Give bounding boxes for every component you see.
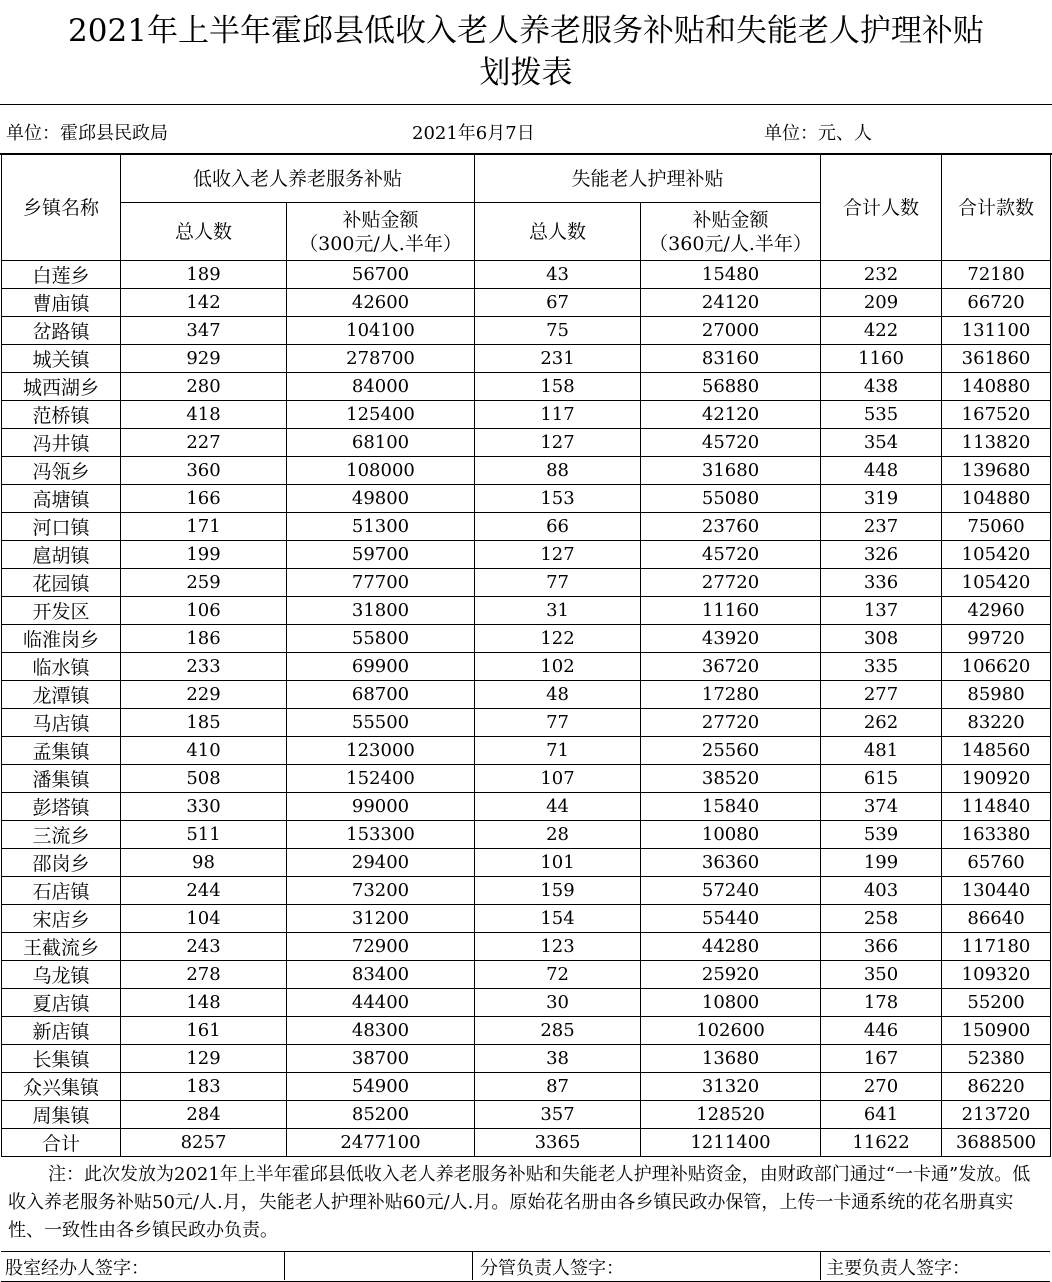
cell-total-people: 237 [821,513,942,541]
table-row [2,653,1051,681]
cell-township: 冯瓴乡 [2,457,121,485]
cell-total-people: 258 [821,905,942,933]
table-row [2,961,1051,989]
cell-people-2: 31 [475,597,641,625]
header-amount-1-line1: 补贴金额 [342,208,419,231]
cell-total-amount: 130440 [942,877,1051,905]
cell-township: 临水镇 [2,653,121,681]
cell-township: 长集镇 [2,1045,121,1073]
cell-township: 马店镇 [2,709,121,737]
cell-amount-2: 36360 [641,849,821,877]
cell-amount-1: 38700 [287,1045,475,1073]
cell-people-1: 330 [121,793,287,821]
cell-total-people: 336 [821,569,942,597]
cell-amount-1: 84000 [287,373,475,401]
header-people-2: 总人数 [475,203,641,261]
cell-people-2: 38 [475,1045,641,1073]
cell-people-2: 43 [475,261,641,289]
table-row [2,1101,1051,1129]
cell-people-1: 418 [121,401,287,429]
cell-people-1: 243 [121,933,287,961]
signature-row [1,1251,1050,1282]
cell-total-amount: 167520 [942,401,1051,429]
table-row [2,457,1051,485]
cell-amount-2: 13680 [641,1045,821,1073]
cell-total-amount: 163380 [942,821,1051,849]
cell-amount-2: 42120 [641,401,821,429]
cell-township: 乌龙镇 [2,961,121,989]
cell-amount-1: 55800 [287,625,475,653]
cell-amount-1: 152400 [287,765,475,793]
cell-people-1: 929 [121,345,287,373]
cell-total-people: 641 [821,1101,942,1129]
cell-amount-1: 69900 [287,653,475,681]
cell-total-people: 448 [821,457,942,485]
unit-org: 单位：霍邱县民政局 [6,123,168,144]
cell-amount-2: 27000 [641,317,821,345]
cell-township: 孟集镇 [2,737,121,765]
cell-total-people: 178 [821,989,942,1017]
cell-amount-1: 56700 [287,261,475,289]
cell-people-2: 122 [475,625,641,653]
cell-total-people: 199 [821,849,942,877]
cell-people-2: 107 [475,765,641,793]
cell-amount-2: 11160 [641,597,821,625]
cell-total-amount: 131100 [942,317,1051,345]
cell-total-people: 374 [821,793,942,821]
table-row [2,1017,1051,1045]
cell-people-2: 77 [475,569,641,597]
cell-people-2: 101 [475,849,641,877]
cell-amount-2: 128520 [641,1101,821,1129]
table-row [2,821,1051,849]
header-group-low-income: 低收入老人养老服务补贴 [121,155,475,203]
cell-total-amount: 150900 [942,1017,1051,1045]
cell-people-1: 360 [121,457,287,485]
cell-total-amount: 114840 [942,793,1051,821]
footnote: 注：此次发放为2021年上半年霍邱县低收入老人养老服务补贴和失能老人护理补贴资金，由财政部门通过“一卡通”发放。低收入养老服务补贴50元/人.月，失能老人护理补贴60元/人.月。原始花名册由各乡镇民政办保管，上传一卡通系统的花名册真实性、一致性由各乡镇民政办负责。 [8,1164,1031,1241]
cell-amount-2: 56880 [641,373,821,401]
cell-total-people: 232 [821,261,942,289]
cell-amount-2: 55440 [641,905,821,933]
cell-township: 新店镇 [2,1017,121,1045]
cell-total-amount: 55200 [942,989,1051,1017]
cell-amount-2: 24120 [641,289,821,317]
title-line-2: 划拨表 [479,55,573,91]
cell-township: 扈胡镇 [2,541,121,569]
table-row [2,709,1051,737]
cell-amount-2: 15840 [641,793,821,821]
cell-amount-1: 68700 [287,681,475,709]
cell-total-people: 319 [821,485,942,513]
table-row [2,373,1051,401]
cell-total-people: 535 [821,401,942,429]
cell-township: 众兴集镇 [2,1073,121,1101]
cell-amount-2: 1211400 [641,1129,821,1157]
cell-people-1: 106 [121,597,287,625]
cell-total-amount: 52380 [942,1045,1051,1073]
cell-total-amount: 85980 [942,681,1051,709]
cell-total-people: 209 [821,289,942,317]
header-amount-1-line2: （300元/人.半年） [299,232,462,255]
cell-people-2: 28 [475,821,641,849]
cell-amount-1: 48300 [287,1017,475,1045]
report-date: 2021年6月7日 [412,123,535,144]
cell-township: 三流乡 [2,821,121,849]
cell-amount-1: 29400 [287,849,475,877]
unit-row [0,105,1052,155]
cell-township: 曹庙镇 [2,289,121,317]
cell-total-people: 446 [821,1017,942,1045]
cell-people-1: 410 [121,737,287,765]
cell-amount-2: 10080 [641,821,821,849]
table-row [2,989,1051,1017]
cell-people-1: 244 [121,877,287,905]
cell-total-amount: 86640 [942,905,1051,933]
cell-amount-2: 15480 [641,261,821,289]
cell-total-people: 308 [821,625,942,653]
cell-people-2: 231 [475,345,641,373]
cell-people-2: 77 [475,709,641,737]
cell-amount-1: 49800 [287,485,475,513]
cell-people-1: 278 [121,961,287,989]
cell-total-amount: 83220 [942,709,1051,737]
cell-people-1: 227 [121,429,287,457]
table-row [2,737,1051,765]
cell-amount-1: 77700 [287,569,475,597]
cell-amount-1: 153300 [287,821,475,849]
header-total-amount: 合计款数 [942,155,1051,261]
cell-township: 彭塔镇 [2,793,121,821]
table-row [2,289,1051,317]
cell-total-amount: 106620 [942,653,1051,681]
cell-amount-1: 73200 [287,877,475,905]
cell-amount-1: 31200 [287,905,475,933]
cell-amount-2: 36720 [641,653,821,681]
cell-people-1: 511 [121,821,287,849]
cell-people-1: 508 [121,765,287,793]
cell-amount-1: 83400 [287,961,475,989]
cell-amount-1: 99000 [287,793,475,821]
cell-people-1: 142 [121,289,287,317]
cell-people-2: 67 [475,289,641,317]
cell-total-people: 422 [821,317,942,345]
cell-amount-2: 44280 [641,933,821,961]
supervisor-signature-label: 分管负责人签字： [480,1258,624,1279]
table-row [2,401,1051,429]
cell-people-2: 153 [475,485,641,513]
cell-amount-2: 43920 [641,625,821,653]
cell-total-people: 539 [821,821,942,849]
cell-amount-1: 51300 [287,513,475,541]
cell-people-2: 75 [475,317,641,345]
cell-people-2: 102 [475,653,641,681]
table-row [2,765,1051,793]
table-row [2,541,1051,569]
cell-total-amount: 99720 [942,625,1051,653]
cell-amount-1: 104100 [287,317,475,345]
cell-amount-2: 31320 [641,1073,821,1101]
cell-total-people: 335 [821,653,942,681]
table-row [2,681,1051,709]
cell-total-people: 403 [821,877,942,905]
cell-total-amount: 104880 [942,485,1051,513]
cell-amount-1: 72900 [287,933,475,961]
cell-amount-1: 42600 [287,289,475,317]
table-row [2,569,1051,597]
cell-township: 宋店乡 [2,905,121,933]
cell-total-people: 11622 [821,1129,942,1157]
cell-township: 花园镇 [2,569,121,597]
cell-total-amount: 109320 [942,961,1051,989]
cell-total-amount: 105420 [942,541,1051,569]
header-township: 乡镇名称 [2,155,121,261]
cell-people-1: 189 [121,261,287,289]
signature-divider [820,1251,821,1280]
cell-township: 合计 [2,1129,121,1157]
cell-township: 冯井镇 [2,429,121,457]
cell-amount-2: 31680 [641,457,821,485]
cell-total-people: 438 [821,373,942,401]
cell-people-2: 357 [475,1101,641,1129]
cell-amount-2: 45720 [641,429,821,457]
unit-measure: 单位：元、人 [764,123,872,144]
cell-people-2: 72 [475,961,641,989]
cell-township: 石店镇 [2,877,121,905]
cell-total-amount: 3688500 [942,1129,1051,1157]
cell-people-2: 285 [475,1017,641,1045]
cell-total-amount: 140880 [942,373,1051,401]
signature-divider [284,1251,285,1280]
cell-total-amount: 361860 [942,345,1051,373]
cell-people-1: 104 [121,905,287,933]
table-row [2,261,1051,289]
cell-amount-2: 102600 [641,1017,821,1045]
cell-people-1: 185 [121,709,287,737]
cell-amount-1: 85200 [287,1101,475,1129]
cell-township: 白莲乡 [2,261,121,289]
table-row [2,429,1051,457]
cell-total-amount: 117180 [942,933,1051,961]
cell-amount-1: 123000 [287,737,475,765]
table-row [2,597,1051,625]
table-row [2,1045,1051,1073]
cell-total-people: 366 [821,933,942,961]
cell-total-people: 615 [821,765,942,793]
cell-township: 城关镇 [2,345,121,373]
table-row [2,513,1051,541]
cell-total-people: 262 [821,709,942,737]
cell-amount-1: 68100 [287,429,475,457]
cell-township: 王截流乡 [2,933,121,961]
cell-people-1: 148 [121,989,287,1017]
cell-township: 城西湖乡 [2,373,121,401]
cell-township: 岔路镇 [2,317,121,345]
chief-signature-label: 主要负责人签字： [826,1258,970,1279]
allocation-table [1,154,1051,1157]
cell-total-amount: 113820 [942,429,1051,457]
cell-total-amount: 139680 [942,457,1051,485]
cell-people-2: 3365 [475,1129,641,1157]
cell-people-2: 87 [475,1073,641,1101]
cell-people-1: 280 [121,373,287,401]
cell-township: 夏店镇 [2,989,121,1017]
table-row [2,933,1051,961]
cell-total-people: 481 [821,737,942,765]
cell-amount-2: 23760 [641,513,821,541]
cell-total-people: 270 [821,1073,942,1101]
cell-amount-2: 10800 [641,989,821,1017]
cell-amount-1: 2477100 [287,1129,475,1157]
cell-people-2: 154 [475,905,641,933]
cell-township: 潘集镇 [2,765,121,793]
clerk-signature-label: 股室经办人签字： [5,1258,149,1279]
table-row [2,905,1051,933]
table-row [2,317,1051,345]
cell-people-2: 88 [475,457,641,485]
cell-total-amount: 65760 [942,849,1051,877]
cell-amount-1: 55500 [287,709,475,737]
cell-people-1: 166 [121,485,287,513]
cell-people-1: 98 [121,849,287,877]
cell-total-people: 277 [821,681,942,709]
table-row [2,793,1051,821]
cell-total-amount: 75060 [942,513,1051,541]
cell-people-2: 127 [475,541,641,569]
cell-total-people: 1160 [821,345,942,373]
cell-township: 范桥镇 [2,401,121,429]
cell-amount-2: 55080 [641,485,821,513]
cell-amount-2: 27720 [641,569,821,597]
cell-people-1: 186 [121,625,287,653]
cell-amount-1: 278700 [287,345,475,373]
cell-amount-1: 54900 [287,1073,475,1101]
cell-amount-1: 108000 [287,457,475,485]
cell-people-1: 199 [121,541,287,569]
header-amount-2 [641,203,821,261]
cell-amount-2: 57240 [641,877,821,905]
table-row [2,485,1051,513]
cell-township: 邵岗乡 [2,849,121,877]
cell-people-1: 259 [121,569,287,597]
cell-people-2: 66 [475,513,641,541]
cell-total-amount: 148560 [942,737,1051,765]
cell-people-2: 123 [475,933,641,961]
table-row [2,1073,1051,1101]
cell-total-people: 350 [821,961,942,989]
header-amount-2-line1: 补贴金额 [692,208,769,231]
cell-total-amount: 213720 [942,1101,1051,1129]
cell-total-amount: 66720 [942,289,1051,317]
cell-amount-2: 25560 [641,737,821,765]
cell-township: 河口镇 [2,513,121,541]
header-amount-1 [287,203,475,261]
header-people-1: 总人数 [121,203,287,261]
cell-amount-1: 59700 [287,541,475,569]
cell-people-2: 127 [475,429,641,457]
cell-people-1: 347 [121,317,287,345]
cell-people-2: 44 [475,793,641,821]
cell-people-2: 117 [475,401,641,429]
cell-people-1: 129 [121,1045,287,1073]
cell-people-1: 284 [121,1101,287,1129]
cell-amount-2: 17280 [641,681,821,709]
cell-people-1: 8257 [121,1129,287,1157]
cell-people-2: 48 [475,681,641,709]
signature-divider [472,1251,473,1280]
header-amount-2-line2: （360元/人.半年） [649,232,812,255]
cell-total-amount: 190920 [942,765,1051,793]
table-row [2,877,1051,905]
cell-total-people: 326 [821,541,942,569]
cell-township: 开发区 [2,597,121,625]
cell-amount-1: 44400 [287,989,475,1017]
cell-people-1: 161 [121,1017,287,1045]
cell-amount-2: 27720 [641,709,821,737]
cell-amount-1: 125400 [287,401,475,429]
cell-amount-1: 31800 [287,597,475,625]
cell-total-amount: 86220 [942,1073,1051,1101]
cell-people-1: 183 [121,1073,287,1101]
header-group-disabled: 失能老人护理补贴 [475,155,821,203]
cell-people-2: 159 [475,877,641,905]
cell-people-2: 158 [475,373,641,401]
cell-total-amount: 105420 [942,569,1051,597]
cell-township: 高塘镇 [2,485,121,513]
table-row [2,345,1051,373]
table-row [2,625,1051,653]
cell-amount-2: 45720 [641,541,821,569]
cell-people-1: 233 [121,653,287,681]
cell-township: 临淮岗乡 [2,625,121,653]
cell-total-people: 354 [821,429,942,457]
cell-total-amount: 42960 [942,597,1051,625]
header-total-people: 合计人数 [821,155,942,261]
document-title [0,0,1052,105]
cell-people-2: 30 [475,989,641,1017]
cell-people-2: 71 [475,737,641,765]
title-line-1: 2021年上半年霍邱县低收入老人养老服务补贴和失能老人护理补贴 [68,13,984,49]
table-row [2,849,1051,877]
cell-total-amount: 72180 [942,261,1051,289]
total-row [2,1129,1051,1157]
cell-people-1: 229 [121,681,287,709]
cell-total-people: 167 [821,1045,942,1073]
cell-amount-2: 25920 [641,961,821,989]
cell-township: 周集镇 [2,1101,121,1129]
cell-amount-2: 38520 [641,765,821,793]
cell-amount-2: 83160 [641,345,821,373]
cell-township: 龙潭镇 [2,681,121,709]
cell-total-people: 137 [821,597,942,625]
cell-people-1: 171 [121,513,287,541]
